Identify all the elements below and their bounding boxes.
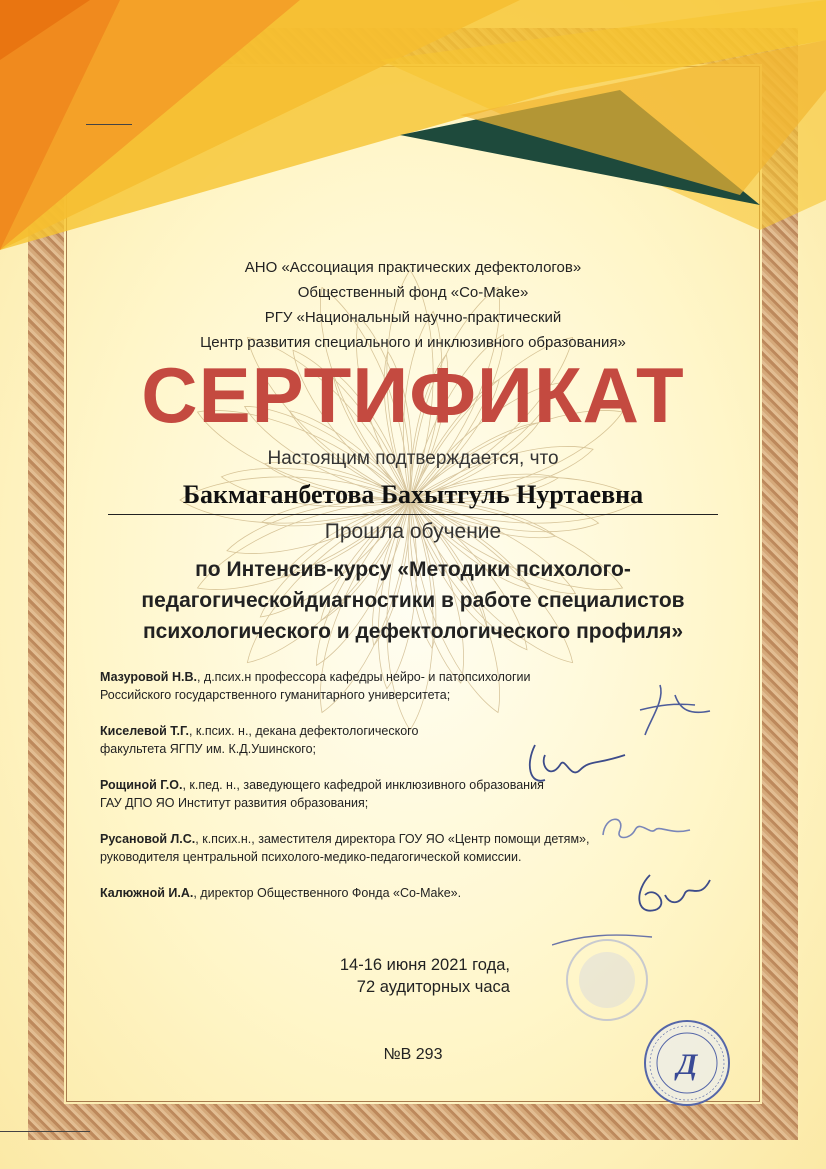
signer-title: , к.псих. н., декана дефектологического [188,724,419,738]
signer-title: , к.пед. н., заведующего кафедрой инклюзивного образования [182,778,544,792]
signature-1 [620,675,720,745]
signer-entry [100,884,700,902]
hours-count: 72 аудиторных часа [356,978,510,996]
confirm-text: Настоящим подтверждается, что [267,448,559,469]
signer-entry [100,668,700,704]
stamp-letter: Д [676,1048,698,1081]
signer-org: ГАУ ДПО ЯО Институт развития образования; [100,796,369,810]
signature-4 [625,865,720,925]
signer-org: руководителя центральной психолого-медико-педагогической комиссии. [100,850,522,864]
trained-text: Прошла обучение [324,520,502,543]
certificate-number: №В 293 [383,1046,443,1063]
date-range: 14-16 июня 2021 года, [339,956,510,974]
official-stamp [642,1018,732,1108]
signer-org: Российского государственного гуманитарного университета; [100,688,451,702]
signer-title: , к.псих.н., заместителя директора ГОУ ЯО «Центр помощи детям», [195,832,590,846]
org-line-3: РГУ «Национальный научно-практический [264,309,562,326]
signer-org: факультета ЯГПУ им. К.Д.Ушинского; [100,742,317,756]
course-line-1: по Интенсив-курсу «Методики психолого- [195,558,631,581]
signature-3 [595,805,695,850]
signer-name: Киселевой Т.Г. [100,724,189,738]
course-line-2: педагогическойдиагностики в работе специалистов [141,589,685,612]
signer-title: , д.псих.н профессора кафедры нейро- и патопсихологии [196,670,531,684]
signer-name: Русановой Л.С. [100,832,196,846]
org-line-2: Общественный фонд «Co-Make» [297,284,529,301]
org-line-1: АНО «Ассоциация практических дефектологов» [244,259,582,276]
name-underline [108,514,718,515]
recipient-name: Бакмаганбетова Бахытгуль Нуртаевна [182,480,644,509]
signer-name: Мазуровой Н.В. [100,670,197,684]
course-dates [250,954,510,998]
round-seal-faded [552,925,662,1025]
signer-name: Калюжной И.А. [100,886,194,900]
bottom-line [0,1131,90,1132]
org-line-4: Центр развития специального и инклюзивного образования» [200,334,626,351]
corner-dash [86,124,132,125]
signer-title: , директор Общественного Фонда «Co-Make». [193,886,462,900]
course-line-3: психологического и дефектологического профиля» [142,620,683,643]
signer-name: Рощиной Г.О. [100,778,183,792]
course-title [0,554,826,647]
signature-2 [515,735,635,795]
certificate-title: СЕРТИФИКАТ [141,351,685,439]
